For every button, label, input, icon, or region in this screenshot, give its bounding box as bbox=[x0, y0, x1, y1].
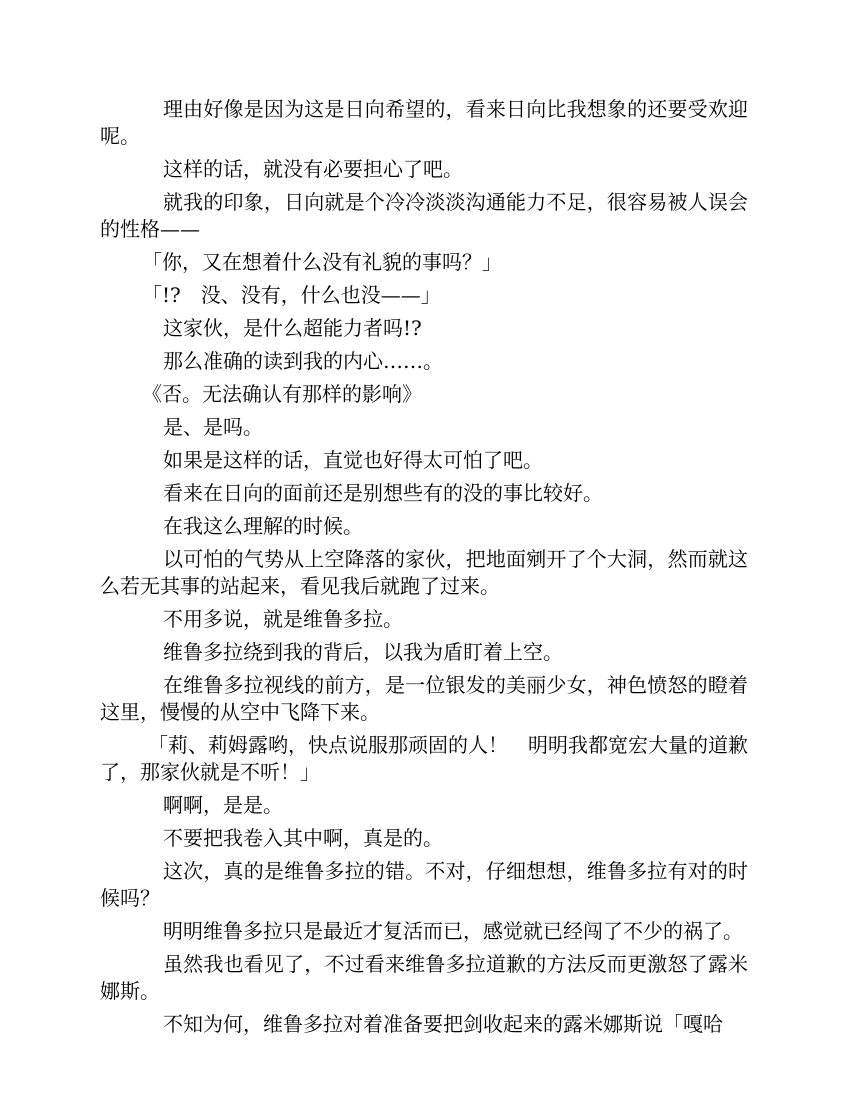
paragraph: 理由好像是因为这是日向希望的，看来日向比我想象的还要受欢迎呢。 bbox=[100, 97, 748, 148]
paragraph: 不用多说，就是维鲁多拉。 bbox=[163, 607, 403, 631]
paragraph: 不知为何，维鲁多拉对着准备要把剑收起来的露米娜斯说「嘎哈 bbox=[163, 1012, 723, 1036]
document-page bbox=[100, 96, 748, 1044]
paragraph: 这家伙，是什么超能力者吗!? bbox=[163, 316, 422, 340]
paragraph: 是、是吗。 bbox=[163, 415, 263, 439]
paragraph: 如果是这样的话，直觉也好得太可怕了吧。 bbox=[163, 448, 543, 472]
paragraph: 在我这么理解的时候。 bbox=[163, 514, 363, 538]
dialogue-line: 「你，又在想着什么没有礼貌的事吗？」 bbox=[142, 250, 502, 274]
dialogue-line: 「!? 没、没有，什么也没——」 bbox=[142, 283, 441, 307]
dialogue-line: 「莉、莉姆露哟，快点说服那顽固的人！ 明明我都宽宏大量的道歉了，那家伙就是不听！」 bbox=[100, 733, 748, 784]
paragraph: 就我的印象，日向就是个冷冷淡淡沟通能力不足，很容易被人误会的性格—— bbox=[100, 190, 748, 241]
paragraph: 啊啊，是是。 bbox=[163, 793, 283, 817]
paragraph: 在维鲁多拉视线的前方，是一位银发的美丽少女，神色愤怒的瞪着这里，慢慢的从空中飞降下来。 bbox=[100, 673, 748, 724]
paragraph: 不要把我卷入其中啊，真是的。 bbox=[163, 826, 443, 850]
paragraph: 这样的话，就没有必要担心了吧。 bbox=[163, 157, 463, 181]
dialogue-line: 《否。无法确认有那样的影响》 bbox=[142, 382, 422, 406]
paragraph: 看来在日向的面前还是别想些有的没的事比较好。 bbox=[163, 481, 603, 505]
paragraph: 那么准确的读到我的内心……。 bbox=[163, 349, 443, 373]
paragraph: 明明维鲁多拉只是最近才复活而已，感觉就已经闯了不少的祸了。 bbox=[163, 919, 743, 943]
paragraph: 维鲁多拉绕到我的背后，以我为盾盯着上空。 bbox=[163, 640, 563, 664]
paragraph: 以可怕的气势从上空降落的家伙，把地面剜开了个大洞，然而就这么若无其事的站起来，看见我后就跑了过来。 bbox=[100, 547, 748, 598]
paragraph: 这次，真的是维鲁多拉的错。不对，仔细想想，维鲁多拉有对的时候吗？ bbox=[100, 859, 748, 910]
paragraph: 虽然我也看见了，不过看来维鲁多拉道歉的方法反而更激怒了露米娜斯。 bbox=[100, 952, 748, 1003]
